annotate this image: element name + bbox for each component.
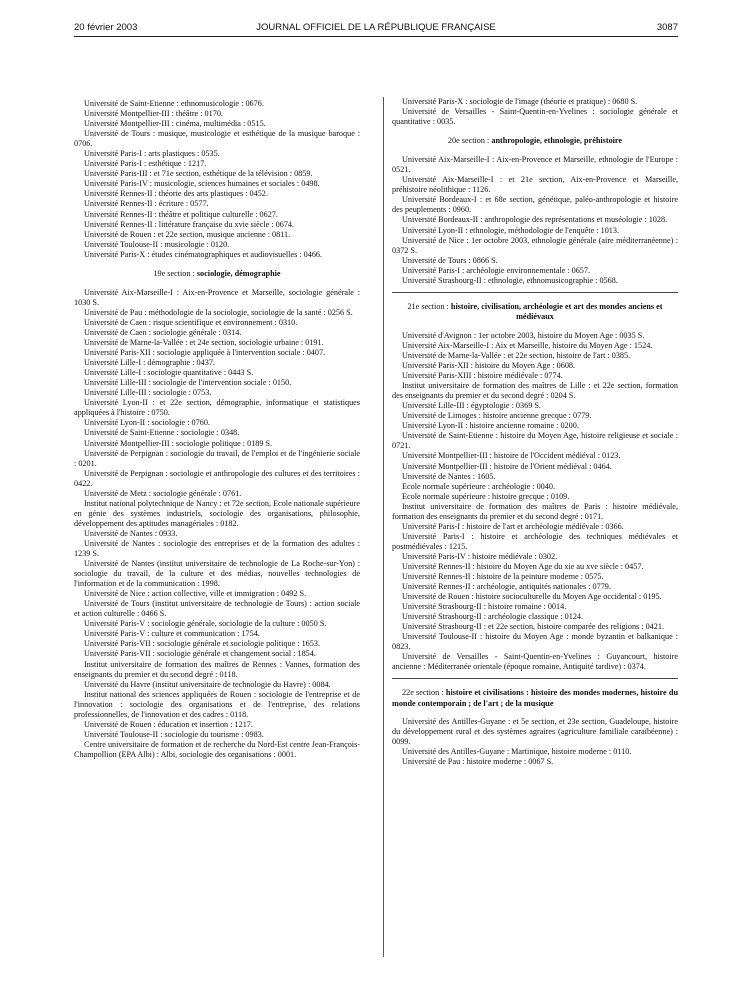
section-19-number: 19e section : (153, 268, 197, 278)
section-22-list (392, 717, 678, 767)
list-entry: Université Aix-Marseille-I : Aix et Marseille, histoire du Moyen Age : 1524. (402, 340, 653, 350)
list-entry: Université Lille-I : démographie : 0437. (84, 358, 215, 368)
list-entry: Université Rennes-II : archéologie, antiquités nationales : 0779. (402, 582, 611, 592)
list-entry: Université Toulouse-II : sociologie du tourisme : 0983. (84, 729, 264, 739)
list-entry: Université de Tours : 0866 S. (402, 255, 498, 265)
list-entry: Université de Saint-Etienne : sociologie : 0348. (84, 428, 240, 438)
section-20-number: 20e section : (447, 136, 492, 146)
list-entry: Université Paris-IV : musicologie, sciences humaines et sociales : 0498. (84, 179, 320, 189)
column-divider (383, 97, 384, 957)
list-entry: Université Aix-Marseille-I : et 21e section, Aix-en-Provence et Marseille, préhistoire néolithique : 1126. (392, 175, 678, 195)
list-entry: Centre universitaire de formation et de recherche du Nord-Est centre Jean-François-Champollion (EPA Albi) : Albi, sociologie des organisations : 0001. (74, 739, 360, 759)
list-entry: Université Rennes-II : littérature française du xvie siècle : 0674. (84, 219, 295, 229)
list-entry: Université Montpellier-III : sociologie politique : 0189 S. (84, 438, 273, 448)
list-entry: Institut national polytechnique de Nancy : et 72e section, Ecole nationale supérieure en génie des systèmes industriels, sociologie des organisations, philosophie, développement des aptitudes managériales : 0182. (74, 498, 360, 528)
list-entry: Université Lille-III : sociologie de l'intervention sociale : 0150. (84, 378, 292, 388)
page-number: 3087 (656, 22, 678, 33)
list-entry: Université Montpellier-III : histoire de l'Orient médiéval : 0464. (402, 461, 612, 471)
section-22-title: histoire et civilisations : histoire des mondes modernes, histoire du monde contemporain ; de l'art ; de la musique (392, 688, 678, 708)
list-entry: Université Strasbourg-II : ethnologie, ethnomusicographie : 0568. (402, 275, 618, 285)
list-entry: Université Lyon-II : histoire ancienne romaine : 0200. (402, 421, 579, 431)
list-entry: Université Paris-V : sociologie générale, sociologie de la culture : 0050 S. (84, 619, 327, 629)
list-entry: Université de Pau : histoire moderne : 0067 S. (402, 756, 554, 766)
list-entry: Université Rennes-II : théâtre et politique culturelle : 0627. (84, 209, 278, 219)
list-entry: Université de Nice : 1er octobre 2003, ethnologie générale (aire méditerranéenne) : 0372 S. (392, 235, 678, 255)
header-rule (74, 36, 678, 37)
list-entry: Université Toulouse-II : histoire du Moyen Age : monde byzantin et balkanique : 0823. (392, 632, 678, 652)
list-entry: Université Lyon-II : et 22e section, démographie, informatique et statistiques appliquées à l'histoire : 0750. (74, 398, 360, 418)
list-entry: Institut universitaire de formation des maîtres de Paris : histoire médiévale, formation des enseignants du premier et du second degré : 0171. (392, 501, 678, 521)
list-entry: Université Paris-I : histoire et archéologie des techniques médiévales et postmédiévales : 1215. (392, 531, 678, 551)
section-22-heading (392, 688, 678, 708)
list-entry: Université de Rouen : éducation et insertion : 1217. (84, 719, 253, 729)
section-21-number: 21e section : (407, 301, 451, 311)
section-20-heading (392, 136, 678, 146)
list-entry: Université de Saint-Etienne : ethnomusicologie : 0676. (84, 99, 264, 108)
list-entry: Université Paris-XII : histoire du Moyen Age : 0608. (402, 361, 576, 371)
list-entry: Université d'Avignon : 1er octobre 2003, histoire du Moyen Age : 0035 S. (402, 330, 645, 340)
list-entry: Université Bordeaux-I : et 68e section, génétique, paléo-anthropologie et histoire des peuplements : 0960. (392, 195, 678, 215)
list-entry: Université Paris-VII : sociologie générale et changement social : 1854. (84, 649, 316, 659)
list-entry: Ecole normale supérieure : archéologie : 0040. (402, 481, 555, 491)
list-entry: Université de Tours (institut universitaire de technologie de Tours) : action sociale et action culturelle : 0466 S. (74, 599, 360, 619)
list-entry: Université Paris-I : histoire de l'art et archéologie médiévale : 0366. (402, 521, 624, 531)
list-entry: Université Strasbourg-II : et 22e section, histoire comparée des religions : 0421. (402, 622, 665, 632)
list-entry: Université de Marne-la-Vallée : et 22e section, histoire de l'art : 0385. (402, 350, 631, 360)
list-entry: Université de Versailles - Saint-Quentin-en-Yvelines : sociologie générale et quantitative : 0035. (392, 107, 678, 127)
list-entry: Université de Rouen : et 22e section, musique ancienne : 0811. (84, 229, 291, 239)
section-21-title: histoire, civilisation, archéologie et art des mondes anciens et médiévaux (450, 301, 663, 321)
list-entry: Institut universitaire de formation des maîtres de Rennes : Vannes, formation des enseignants du premier et du second degré : 0118. (74, 659, 360, 679)
list-entry: Université Paris-X : études cinématographiques et audiovisuelles : 0466. (84, 249, 323, 259)
list-entry: Institut national des sciences appliquées de Rouen : sociologie de l'entreprise et de l'innovation : sociologie des organisations et de l'entreprise, des relations professionnelles, de l'innovation et des cadres : 0118. (74, 689, 360, 719)
section-separator (392, 292, 678, 293)
list-entry: Université de Saint-Etienne : histoire du Moyen Age, histoire religieuse et sociale : 0721. (392, 431, 678, 451)
section-19-title: sociologie, démographie (196, 268, 281, 278)
section-19-heading (74, 269, 360, 279)
left-column (74, 99, 360, 760)
section-22-number: 22e section : (402, 688, 446, 698)
section-21-list (392, 331, 678, 673)
list-entry: Université Toulouse-II : musicologie : 0120. (84, 239, 230, 249)
list-entry: Université Strasbourg-II : archéologie classique : 0124. (402, 612, 584, 622)
list-entry: Université de Versailles - Saint-Quentin-en-Yvelines : Guyancourt, histoire ancienne : Méditerranée orientale (époque romaine, Antiquité tardive) : 0374. (392, 652, 678, 672)
list-entry: Université de Perpignan : sociologie du travail, de l'emploi et de l'ingénierie sociale : 0201. (74, 448, 360, 468)
list-entry: Université Paris-XII : sociologie appliquée à l'intervention sociale : 0407. (84, 348, 326, 358)
section-separator (392, 678, 678, 679)
list-entry: Université de Caen : sociologie générale : 0314. (84, 327, 242, 337)
list-entry: Université du Havre (institut universitaire de technologie du Havre) : 0084. (84, 679, 331, 689)
list-entry: Université de Perpignan : sociologie et anthropologie des cultures et des territoires : 0422. (74, 468, 360, 488)
list-entry: Université Montpellier-III : cinéma, multimédia : 0515. (84, 119, 266, 129)
list-entry: Université de Nantes (institut universitaire de technologie de La Roche-sur-Yon) : sociologie du travail, de la culture et des médias, nouvelles technologies de l'information et de la communication : 1998. (74, 559, 360, 589)
list-entry: Université de Tours : musique, musicologie et esthétique de la musique baroque : 0706. (74, 129, 360, 149)
list-entry: Ecole normale supérieure : histoire grecque : 0109. (402, 491, 570, 501)
list-entry: Université de Rouen : histoire socioculturelle du Moyen Age occidental : 0195. (402, 592, 662, 602)
list-entry: Université Montpellier-III : histoire de l'Occident médiéval : 0123. (402, 451, 621, 461)
list-entry: Université Aix-Marseille-I : Aix-en-Provence et Marseille, ethnologie de l'Europe : 0521. (392, 155, 678, 175)
list-entry: Université de Nantes : 1605. (402, 471, 496, 481)
list-entry: Université Lille-III : sociologie : 0753. (84, 388, 212, 398)
list-entry: Université Rennes-II : théorie des arts plastiques : 0452. (84, 189, 268, 199)
list-entry: Université de Metz : sociologie générale : 0761. (84, 488, 242, 498)
list-entry: Université Lyon-II : sociologie : 0760. (84, 418, 210, 428)
section-21-heading (392, 302, 678, 322)
section-19-list (74, 288, 360, 760)
list-entry: Université Paris-VII : sociologie générale et sociologie politique : 1653. (84, 639, 321, 649)
list-entry: Université Montpellier-III : théâtre : 0170. (84, 109, 223, 119)
list-entry: Université de Caen : risque scientifique et environnement : 0310. (84, 317, 298, 327)
left-top-list (74, 99, 360, 260)
list-entry: Université Rennes-II : histoire du Moyen Age du xie au xve siècle : 0457. (402, 561, 644, 571)
right-column (392, 97, 678, 767)
list-entry: Institut universitaire de formation des maîtres de Lille : et 22e section, formation des enseignants du premier et du second degré : 0204 S. (392, 381, 678, 401)
list-entry: Université Strasbourg-II : histoire romaine : 0014. (402, 602, 567, 612)
list-entry: Université Paris-III : et 71e section, esthétique de la télévision : 0859. (84, 169, 313, 179)
list-entry: Université de Marne-la-Vallée : et 24e section, sociologie urbaine : 0191. (84, 338, 324, 348)
list-entry: Université Paris-I : esthétique : 1217. (84, 159, 207, 169)
list-entry: Université Paris-IV : histoire médiévale : 0302. (402, 551, 558, 561)
right-top-list (392, 97, 678, 127)
list-entry: Université de Nantes : 0933. (84, 528, 178, 538)
section-20-title: anthropologie, ethnologie, préhistoire (491, 136, 623, 146)
list-entry: Université Bordeaux-II : anthropologie des représentations et muséologie : 1028. (402, 215, 668, 225)
list-entry: Université Lyon-II : ethnologie, méthodologie de l'enquête : 1013. (402, 225, 620, 235)
list-entry: Université Lille-III : égyptologie : 0369 S. (402, 401, 541, 411)
list-entry: Université Lille-I : sociologie quantitative : 0443 S. (84, 368, 254, 378)
section-20-list (392, 155, 678, 286)
page-header (74, 22, 678, 36)
list-entry: Université Rennes-II : histoire de la peinture moderne : 0575. (402, 572, 604, 582)
list-entry: Université Aix-Marseille-I : Aix-en-Provence et Marseille, sociologie générale : 1030 S. (74, 287, 360, 307)
list-entry: Université de Nice : action collective, ville et immigration : 0492 S. (84, 589, 307, 599)
header-date: 20 février 2003 (74, 22, 138, 33)
list-entry: Université Paris-XIII : histoire médiévale : 0774. (402, 371, 563, 381)
list-entry: Université Paris-I : archéologie environnementale : 0657. (402, 265, 591, 275)
list-entry: Université de Pau : méthodologie de la sociologie, sociologie de la santé : 0256 S. (84, 307, 353, 317)
list-entry: Université des Antilles-Guyane : Martinique, histoire moderne : 0110. (402, 746, 632, 756)
list-entry: Université Paris-V : culture et communication : 1754. (84, 629, 260, 639)
list-entry: Université Rennes-II : écriture : 0577. (84, 199, 209, 209)
list-entry: Université Paris-X : sociologie de l'image (théorie et pratique) : 0680 S. (402, 97, 638, 106)
list-entry: Université des Antilles-Guyane : et 5e section, et 23e section, Guadeloupe, histoire du développement rural et des systèmes agraires (agriculture familiale caraïbéenne) : 0099. (392, 716, 678, 746)
list-entry: Université de Limoges : histoire ancienne grecque : 0779. (402, 411, 592, 421)
header-title: JOURNAL OFFICIEL DE LA RÉPUBLIQUE FRANÇAISE (256, 22, 496, 33)
list-entry: Université de Nantes : sociologie des entreprises et de la formation des adultes : 1239 S. (74, 538, 360, 559)
list-entry: Université Paris-I : arts plastiques : 0535. (84, 149, 220, 159)
